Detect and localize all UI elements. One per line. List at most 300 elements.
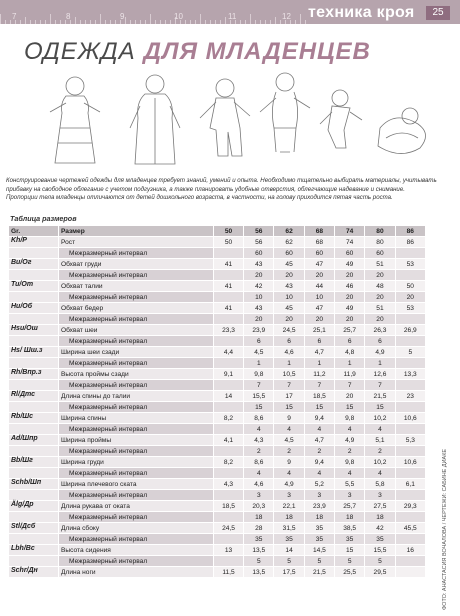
row-value — [395, 490, 425, 501]
baby-held-illustration — [260, 73, 310, 152]
row-value: 3 — [274, 490, 304, 501]
side-credit-text: ФОТО: АНАСТАСИЯ ВОЧАЛОВА / ЧЕРТЕЖИ: САБИНЕ ДИАКЕ — [442, 448, 448, 610]
row-value: 60 — [365, 248, 395, 259]
row-value: 35 — [304, 534, 334, 545]
row-value: 10,6 — [395, 457, 425, 468]
row-value: 9,8 — [335, 457, 365, 468]
row-value: 9,4 — [304, 457, 334, 468]
row-code: Ad/Шпр — [9, 435, 59, 446]
row-value: 18 — [304, 512, 334, 523]
measurement-row — [9, 567, 426, 578]
row-value: 20,3 — [244, 501, 274, 512]
row-label: Ширина плечевого ската — [59, 479, 214, 490]
row-value: 9,8 — [244, 369, 274, 380]
row-code: Hs/ Шш.з — [9, 347, 59, 358]
row-value: 13,5 — [244, 567, 274, 578]
row-value: 4,3 — [213, 479, 243, 490]
row-value: 4,5 — [244, 347, 274, 358]
row-code — [9, 380, 59, 391]
header-size: 86 — [395, 226, 425, 237]
row-code: Rl/Дтс — [9, 391, 59, 402]
measurement-row — [9, 413, 426, 424]
row-value — [395, 402, 425, 413]
row-value — [395, 424, 425, 435]
measurement-row — [9, 303, 426, 314]
row-value: 14 — [274, 545, 304, 556]
row-label: Обхват груди — [59, 259, 214, 270]
interval-row — [9, 292, 426, 303]
row-value: 6 — [335, 336, 365, 347]
row-value: 15 — [274, 402, 304, 413]
header-size: 68 — [304, 226, 334, 237]
row-label: Межразмерный интервал — [59, 468, 214, 479]
row-code: Lbh/Вс — [9, 545, 59, 556]
row-value: 51 — [365, 303, 395, 314]
row-value: 4,3 — [244, 435, 274, 446]
row-value — [395, 336, 425, 347]
row-value: 6 — [244, 336, 274, 347]
row-value: 48 — [365, 281, 395, 292]
row-value: 20 — [244, 270, 274, 281]
row-code: Rb/Шс — [9, 413, 59, 424]
row-value: 2 — [335, 446, 365, 457]
ruler-number: 11 — [228, 12, 237, 21]
row-value: 4,7 — [304, 435, 334, 446]
row-value: 4 — [244, 468, 274, 479]
measurement-row — [9, 237, 426, 248]
row-value — [213, 424, 243, 435]
row-value: 14 — [213, 391, 243, 402]
section-title: техника кроя — [308, 4, 415, 21]
row-value: 6,1 — [395, 479, 425, 490]
row-value — [395, 270, 425, 281]
ruler-tick — [165, 20, 166, 24]
row-value — [395, 468, 425, 479]
row-value — [395, 248, 425, 259]
interval-row — [9, 534, 426, 545]
row-value: 29,3 — [395, 501, 425, 512]
row-label: Межразмерный интервал — [59, 534, 214, 545]
row-value: 4 — [304, 424, 334, 435]
row-value: 15 — [335, 545, 365, 556]
row-label: Межразмерный интервал — [59, 336, 214, 347]
row-value — [395, 446, 425, 457]
measurement-row — [9, 457, 426, 468]
row-value: 7 — [335, 380, 365, 391]
header-size: 62 — [274, 226, 304, 237]
row-value: 56 — [244, 237, 274, 248]
row-value: 10,6 — [395, 413, 425, 424]
row-value: 51 — [365, 259, 395, 270]
row-value: 24,5 — [274, 325, 304, 336]
row-value: 2 — [365, 446, 395, 457]
row-value: 4 — [365, 424, 395, 435]
row-code — [9, 556, 59, 567]
row-label: Ширина груди — [59, 457, 214, 468]
row-label: Рост — [59, 237, 214, 248]
ruler-tick — [135, 20, 136, 24]
row-value: 13 — [213, 545, 243, 556]
row-code: Kh/P — [9, 237, 59, 248]
row-value — [395, 556, 425, 567]
row-value: 2 — [244, 446, 274, 457]
row-value: 4 — [335, 468, 365, 479]
interval-row — [9, 468, 426, 479]
table-caption: Таблица размеров — [10, 214, 77, 223]
row-value: 42 — [365, 523, 395, 534]
row-value: 6 — [274, 336, 304, 347]
ruler-tick — [300, 14, 301, 24]
row-value: 43 — [244, 303, 274, 314]
row-value: 4,7 — [304, 347, 334, 358]
row-label: Длина сбоку — [59, 523, 214, 534]
row-value: 12,6 — [365, 369, 395, 380]
ruler-tick — [220, 20, 221, 24]
ruler-tick — [210, 20, 211, 24]
row-value: 5,3 — [395, 435, 425, 446]
row-code: Hsu/Ош — [9, 325, 59, 336]
row-value: 44 — [304, 281, 334, 292]
interval-row — [9, 270, 426, 281]
header-size: 80 — [365, 226, 395, 237]
row-value: 4 — [244, 424, 274, 435]
ruler-tick — [275, 17, 276, 24]
interval-row — [9, 490, 426, 501]
row-value: 1 — [274, 358, 304, 369]
row-value: 20 — [335, 314, 365, 325]
interval-row — [9, 336, 426, 347]
row-value: 27,5 — [365, 501, 395, 512]
row-value: 18 — [335, 512, 365, 523]
row-code: Älg/Др — [9, 501, 59, 512]
row-value: 62 — [274, 237, 304, 248]
row-value: 45 — [274, 259, 304, 270]
row-label: Межразмерный интервал — [59, 512, 214, 523]
row-value: 18 — [244, 512, 274, 523]
row-code — [9, 490, 59, 501]
row-code: Bu/Oг — [9, 259, 59, 270]
row-value: 9 — [274, 413, 304, 424]
row-label: Обхват талии — [59, 281, 214, 292]
row-value: 20 — [304, 314, 334, 325]
row-value: 22,1 — [274, 501, 304, 512]
ruler-tick — [170, 20, 171, 24]
ruler-tick — [35, 20, 36, 24]
row-value: 4,9 — [335, 435, 365, 446]
row-value: 21,5 — [304, 567, 334, 578]
row-label: Межразмерный интервал — [59, 292, 214, 303]
row-value: 60 — [274, 248, 304, 259]
row-value — [213, 556, 243, 567]
row-value: 86 — [395, 237, 425, 248]
row-value: 9,1 — [213, 369, 243, 380]
ruler-tick — [105, 20, 106, 24]
row-value: 10 — [244, 292, 274, 303]
row-code — [9, 512, 59, 523]
ruler-tick — [130, 20, 131, 24]
row-value: 23,3 — [213, 325, 243, 336]
row-label: Межразмерный интервал — [59, 446, 214, 457]
row-value — [395, 358, 425, 369]
page-number: 25 — [426, 6, 450, 20]
row-value: 18,5 — [213, 501, 243, 512]
row-value: 4,1 — [213, 435, 243, 446]
ruler-tick — [155, 20, 156, 24]
ruler-number: 12 — [282, 12, 291, 21]
row-value: 1 — [335, 358, 365, 369]
row-value: 1 — [244, 358, 274, 369]
ruler-number: 9 — [120, 12, 125, 21]
row-value: 26,9 — [395, 325, 425, 336]
row-value: 60 — [335, 248, 365, 259]
row-value: 15 — [244, 402, 274, 413]
row-value: 2 — [304, 446, 334, 457]
row-label: Обхват шеи — [59, 325, 214, 336]
row-value: 5 — [335, 556, 365, 567]
row-value: 26,3 — [365, 325, 395, 336]
ruler — [0, 0, 310, 24]
ruler-tick — [240, 20, 241, 24]
row-value: 5 — [304, 556, 334, 567]
row-label: Высота сидения — [59, 545, 214, 556]
measurement-row — [9, 501, 426, 512]
interval-row — [9, 512, 426, 523]
interval-row — [9, 248, 426, 259]
row-value: 3 — [304, 490, 334, 501]
row-value: 16 — [395, 545, 425, 556]
row-label: Межразмерный интервал — [59, 402, 214, 413]
row-value — [213, 270, 243, 281]
row-value: 21,5 — [365, 391, 395, 402]
row-value: 41 — [213, 281, 243, 292]
row-value: 23,9 — [244, 325, 274, 336]
ruler-tick — [160, 20, 161, 24]
row-value: 4,5 — [274, 435, 304, 446]
row-value: 15 — [335, 402, 365, 413]
row-value: 6 — [304, 336, 334, 347]
page-title-part2: ДЛЯ МЛАДЕНЦЕВ — [143, 38, 371, 65]
row-value: 35 — [244, 534, 274, 545]
header-size: 50 — [213, 226, 243, 237]
row-value: 14,5 — [304, 545, 334, 556]
row-label: Межразмерный интервал — [59, 380, 214, 391]
row-value: 10,5 — [274, 369, 304, 380]
interval-row — [9, 556, 426, 567]
row-value: 20 — [365, 292, 395, 303]
row-label: Межразмерный интервал — [59, 424, 214, 435]
row-value: 35 — [335, 534, 365, 545]
row-value: 5,1 — [365, 435, 395, 446]
ruler-tick — [25, 17, 26, 24]
row-label: Межразмерный интервал — [59, 248, 214, 259]
row-value — [213, 358, 243, 369]
row-value: 1 — [304, 358, 334, 369]
ruler-tick — [205, 20, 206, 24]
header-code: Gr. — [9, 226, 59, 237]
baby-jumpsuit-illustration — [200, 79, 250, 156]
row-value: 20 — [365, 314, 395, 325]
ruler-tick — [250, 14, 251, 24]
row-value: 42 — [244, 281, 274, 292]
row-value: 43 — [244, 259, 274, 270]
row-value: 80 — [365, 237, 395, 248]
row-code: Rh/Впр.з — [9, 369, 59, 380]
measurement-row — [9, 479, 426, 490]
row-value: 35 — [304, 523, 334, 534]
row-value: 29,5 — [365, 567, 395, 578]
row-value: 25,1 — [304, 325, 334, 336]
row-value: 4 — [365, 468, 395, 479]
row-value: 13,5 — [244, 545, 274, 556]
row-value: 8,2 — [213, 413, 243, 424]
baby-romper-illustration — [320, 90, 362, 148]
ruler-tick — [215, 20, 216, 24]
header-label: Размер — [59, 226, 214, 237]
row-label: Межразмерный интервал — [59, 490, 214, 501]
row-value: 4 — [274, 468, 304, 479]
row-code — [9, 248, 59, 259]
header-size: 74 — [335, 226, 365, 237]
row-value: 18,5 — [304, 391, 334, 402]
ruler-tick — [270, 20, 271, 24]
row-value: 4,9 — [365, 347, 395, 358]
row-value: 4 — [274, 424, 304, 435]
row-value — [213, 314, 243, 325]
row-value: 4,4 — [213, 347, 243, 358]
row-value: 31,5 — [274, 523, 304, 534]
row-value: 1 — [365, 358, 395, 369]
row-value — [395, 534, 425, 545]
row-value: 7 — [365, 380, 395, 391]
row-value: 10 — [274, 292, 304, 303]
row-code: Tu/От — [9, 281, 59, 292]
ruler-tick — [295, 20, 296, 24]
row-label: Ширина проймы — [59, 435, 214, 446]
row-value: 45 — [274, 303, 304, 314]
row-value: 47 — [304, 259, 334, 270]
ruler-tick — [30, 20, 31, 24]
row-value: 15 — [365, 402, 395, 413]
row-code — [9, 468, 59, 479]
row-label: Ширина шеи сзади — [59, 347, 214, 358]
row-label: Длина ноги — [59, 567, 214, 578]
row-value: 74 — [335, 237, 365, 248]
row-label: Межразмерный интервал — [59, 314, 214, 325]
row-value: 7 — [244, 380, 274, 391]
row-value: 9,4 — [304, 413, 334, 424]
row-value: 10 — [304, 292, 334, 303]
row-value — [395, 512, 425, 523]
row-value: 15,5 — [244, 391, 274, 402]
row-value: 10,2 — [365, 457, 395, 468]
row-value: 68 — [304, 237, 334, 248]
row-value: 11,2 — [304, 369, 334, 380]
row-value: 3 — [365, 490, 395, 501]
row-value — [213, 292, 243, 303]
row-value: 20 — [335, 391, 365, 402]
row-label: Межразмерный интервал — [59, 358, 214, 369]
row-value: 53 — [395, 259, 425, 270]
row-value: 3 — [335, 490, 365, 501]
row-value: 46 — [335, 281, 365, 292]
row-label: Межразмерный интервал — [59, 556, 214, 567]
measurement-row — [9, 325, 426, 336]
row-label: Обхват бедер — [59, 303, 214, 314]
row-value: 49 — [335, 303, 365, 314]
ruler-tick — [125, 17, 126, 24]
row-code — [9, 270, 59, 281]
measurement-row — [9, 391, 426, 402]
baby-swaddle-illustration — [378, 108, 426, 154]
row-value: 35 — [274, 534, 304, 545]
row-code — [9, 292, 59, 303]
row-value — [213, 446, 243, 457]
row-value: 8,6 — [244, 413, 274, 424]
ruler-tick — [0, 14, 1, 24]
row-code — [9, 424, 59, 435]
ruler-tick — [185, 20, 186, 24]
row-code: Bb/Шг — [9, 457, 59, 468]
row-value: 20 — [365, 270, 395, 281]
row-value: 20 — [274, 270, 304, 281]
row-value: 5 — [274, 556, 304, 567]
row-value: 28 — [244, 523, 274, 534]
row-value: 15,5 — [365, 545, 395, 556]
intro-text: Конструирование чертежей одежды для младенцев требует знаний, умений и опыта. Необходимо тщательно выбирать материалы, учитывать прибавку на свободное облегание с учетом подгузника, а также планировать удобные отверстия, облегчающие надевание и снимание. Пропорции тела младенцы отличаются от детей дошкольного возраста, в частности, на голову приходится пятая часть роста. — [6, 177, 437, 202]
row-value: 20 — [304, 270, 334, 281]
ruler-tick — [100, 14, 101, 24]
interval-row — [9, 314, 426, 325]
top-band — [0, 0, 460, 24]
ruler-tick — [190, 20, 191, 24]
row-code — [9, 358, 59, 369]
row-value: 7 — [274, 380, 304, 391]
row-value: 8,2 — [213, 457, 243, 468]
row-value: 20 — [395, 292, 425, 303]
row-value: 7 — [304, 380, 334, 391]
measurement-row — [9, 281, 426, 292]
ruler-tick — [255, 20, 256, 24]
row-value: 49 — [335, 259, 365, 270]
row-value: 41 — [213, 303, 243, 314]
ruler-tick — [200, 14, 201, 24]
row-value: 25,7 — [335, 325, 365, 336]
measurement-row — [9, 545, 426, 556]
ruler-tick — [55, 20, 56, 24]
ruler-number: 7 — [12, 12, 17, 21]
row-value: 5,5 — [335, 479, 365, 490]
ruler-tick — [5, 20, 6, 24]
row-value — [213, 534, 243, 545]
side-credit — [434, 430, 448, 610]
row-value: 18 — [274, 512, 304, 523]
row-value: 20 — [244, 314, 274, 325]
measurement-row — [9, 347, 426, 358]
measurement-row — [9, 259, 426, 270]
row-value: 4 — [335, 424, 365, 435]
row-value: 18 — [365, 512, 395, 523]
row-label: Межразмерный интервал — [59, 270, 214, 281]
page-title — [24, 38, 371, 66]
ruler-tick — [150, 14, 151, 24]
ruler-tick — [110, 20, 111, 24]
row-value: 23 — [395, 391, 425, 402]
ruler-tick — [115, 20, 116, 24]
row-label: Ширина спины — [59, 413, 214, 424]
ruler-tick — [75, 17, 76, 24]
ruler-tick — [90, 20, 91, 24]
row-value: 4,8 — [335, 347, 365, 358]
